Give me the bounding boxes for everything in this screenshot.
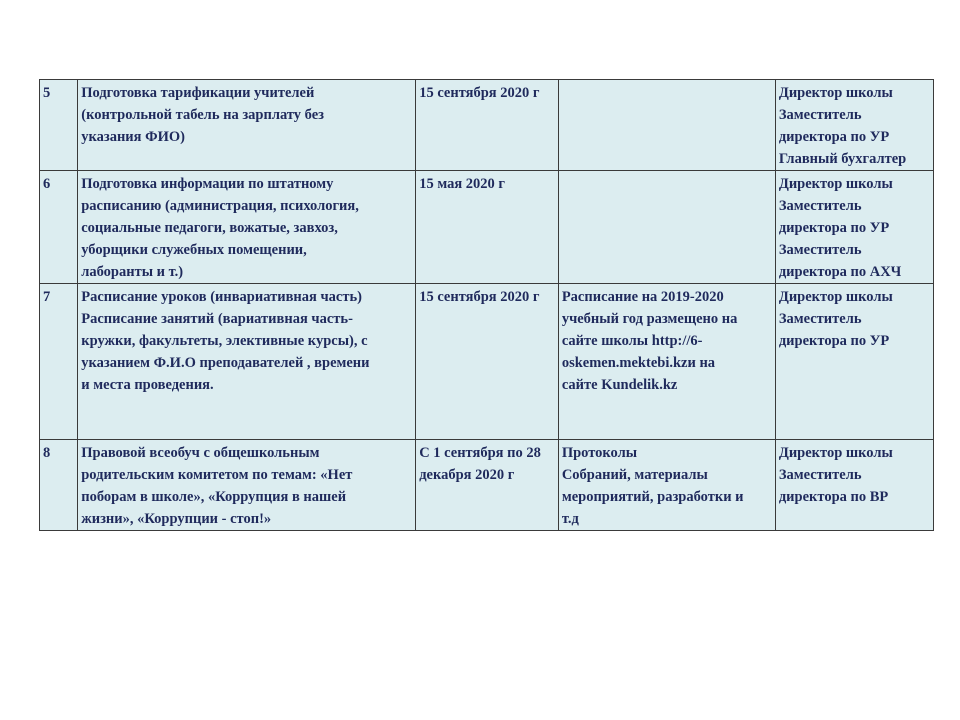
responsible-cell [775,284,933,440]
responsible-cell [775,440,933,531]
responsible-line: директора по АХЧ [778,264,902,280]
responsible-line: Директор школы [778,176,893,192]
result-cell [558,284,775,440]
deadline-line: декабря 2020 г [419,467,515,483]
plan-table-body [40,80,934,531]
result-line: oskemen.mektebi.kzи на [561,355,716,371]
result-line: сайте школы http://6- [561,333,703,349]
task-line: (контрольной табель на зарплату без [81,107,324,123]
row-number-cell: 6 [40,171,78,284]
task-line: Подготовка информации по штатному [81,176,334,192]
responsible-line: Директор школы [778,445,893,461]
result-line: сайте Kundelik.kz [561,377,678,393]
deadline-cell [416,80,559,171]
row-number-cell: 8 [40,440,78,531]
responsible-line: Директор школы [778,85,893,101]
result-cell [558,80,775,171]
row-number-cell: 7 [40,284,78,440]
result-line: учебный год размещено на [561,311,738,327]
deadline-line: 15 сентября 2020 г [419,85,540,101]
task-line: Правовой всеобуч с общешкольным [81,445,320,461]
task-cell [78,284,416,440]
responsible-line: Главный бухгалтер [778,151,907,167]
result-line: Протоколы [561,445,638,461]
responsible-line: Заместитель [778,467,862,483]
responsible-line: Заместитель [778,107,862,123]
result-line: т.д [561,511,579,527]
task-line: социальные педагоги, вожатые, завхоз, [81,220,338,236]
responsible-line: Заместитель [778,311,862,327]
responsible-line: Заместитель [778,198,862,214]
task-cell [78,171,416,284]
responsible-line: директора по УР [778,129,890,145]
deadline-cell [416,171,559,284]
plan-table [39,79,934,531]
responsible-cell [775,171,933,284]
task-line: родительским комитетом по темам: «Нет [81,467,353,483]
task-line: и места проведения. [81,377,214,393]
result-line: мероприятий, разработки и [561,489,744,505]
task-line: поборам в школе», «Коррупция в нашей [81,489,347,505]
responsible-line: директора по ВР [778,489,889,505]
task-line: Расписание занятий (вариативная часть- [81,311,353,327]
task-line: кружки, факультеты, элективные курсы), с [81,333,368,349]
task-line: жизни», «Коррупции - стоп!» [81,511,272,527]
task-cell [78,440,416,531]
result-cell [558,171,775,284]
task-line: уборщики служебных помещении, [81,242,307,258]
responsible-line: директора по УР [778,333,890,349]
table-row [40,80,934,171]
responsible-line: Директор школы [778,289,893,305]
deadline-cell [416,284,559,440]
deadline-line: С 1 сентября по 28 [419,445,541,461]
result-line: Собраний, материалы [561,467,708,483]
deadline-cell [416,440,559,531]
row-number-cell: 5 [40,80,78,171]
task-line: расписанию (администрация, психология, [81,198,359,214]
deadline-line: 15 сентября 2020 г [419,289,540,305]
task-line: указанием Ф.И.О преподавателей , времени [81,355,370,371]
table-row [40,171,934,284]
deadline-line: 15 мая 2020 г [419,176,506,192]
task-line: Расписание уроков (инвариативная часть) [81,289,362,305]
result-cell [558,440,775,531]
responsible-line: директора по УР [778,220,890,236]
responsible-cell [775,80,933,171]
task-line: указания ФИО) [81,129,185,145]
responsible-line: Заместитель [778,242,862,258]
task-line: лаборанты и т.) [81,264,184,280]
task-line: Подготовка тарификации учителей [81,85,315,101]
result-line: Расписание на 2019-2020 [561,289,724,305]
table-row [40,284,934,440]
task-cell [78,80,416,171]
table-row [40,440,934,531]
